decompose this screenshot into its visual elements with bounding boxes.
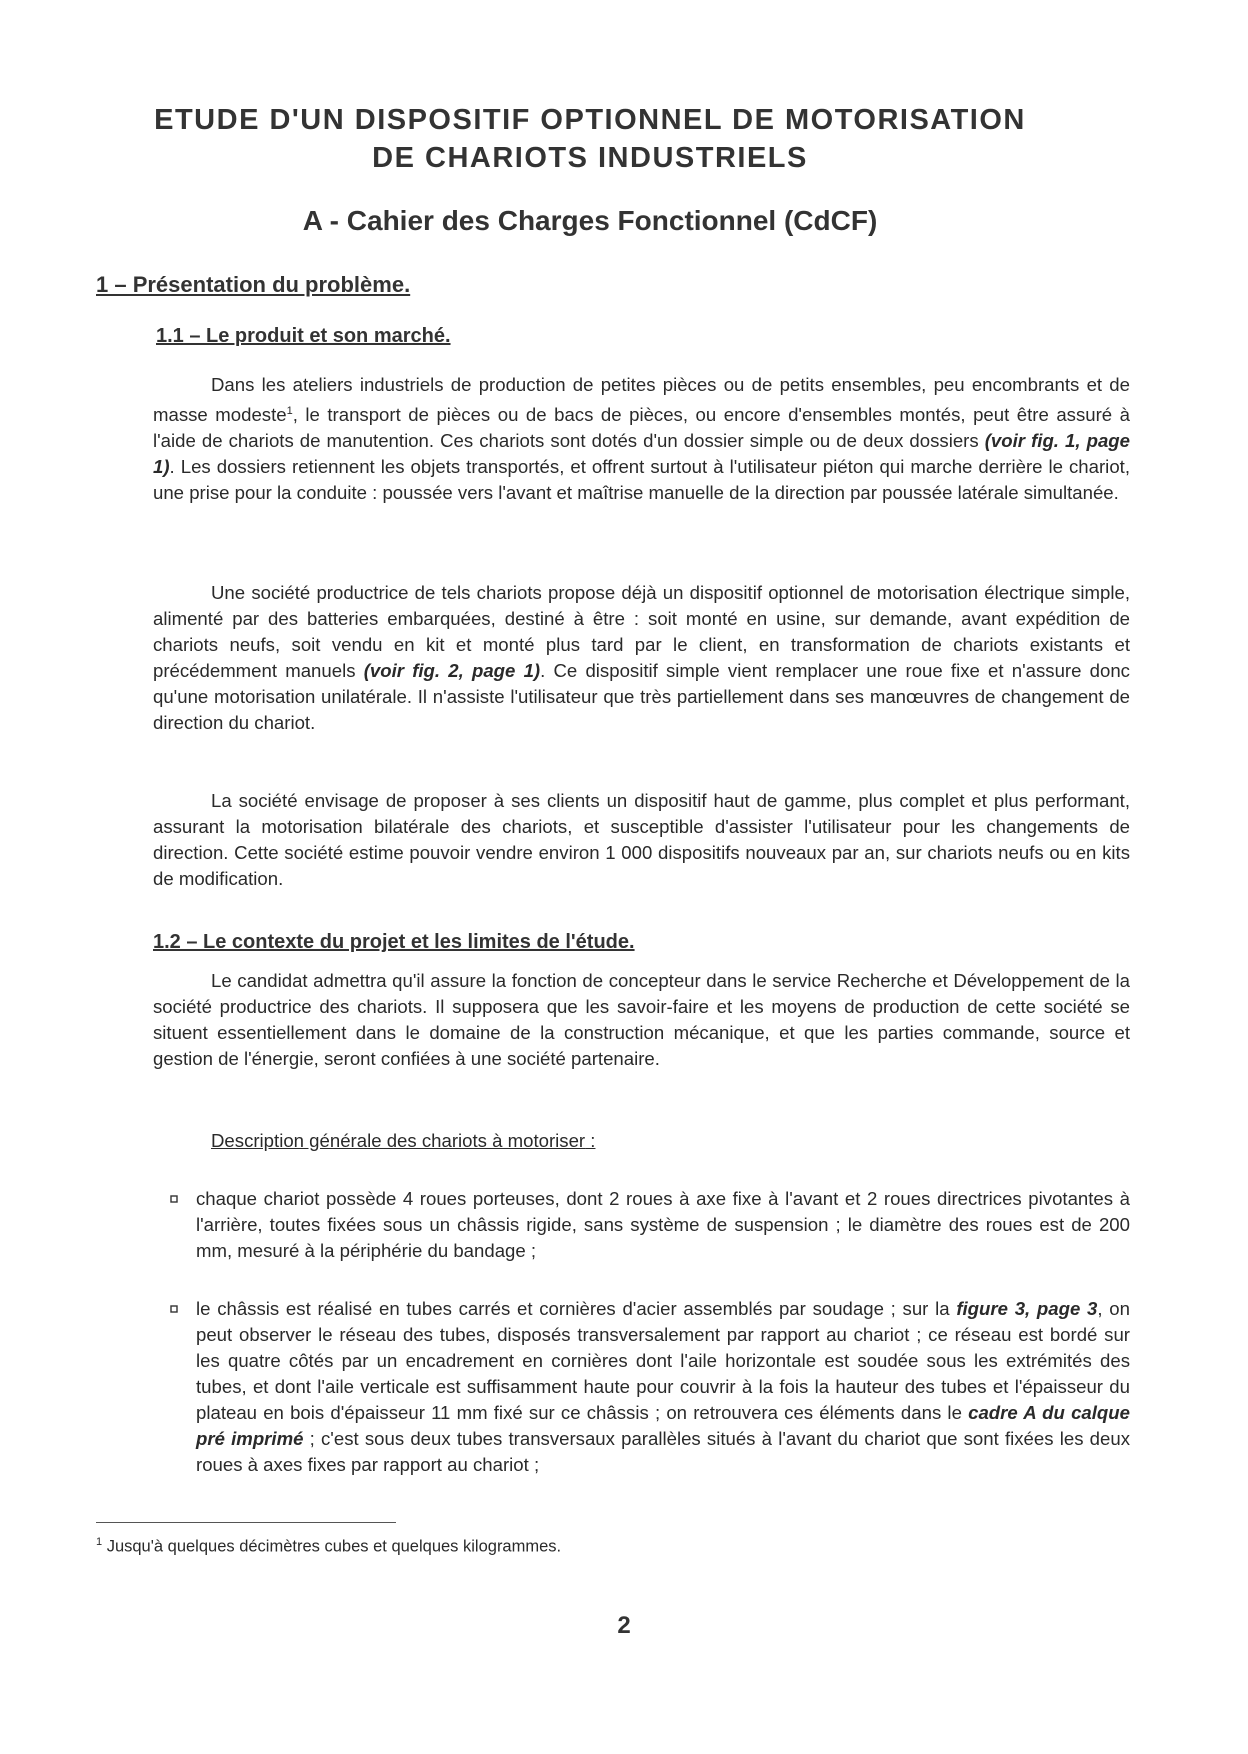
bullet-text: ; c'est sous deux tubes transversaux parallèles situés à l'avant du chariot que sont fixées les deux roues à axes fixes par rapport au chariot ; <box>196 1428 1130 1475</box>
paragraph-text: . Ce dispositif simple vient remplacer une roue fixe et n'assure donc qu'une motorisation unilatérale. Il n'assiste l'utilisateur que très partiellement dans ses manœuvres de changement de direction du chariot. <box>153 660 1130 733</box>
bullet-square-icon <box>170 1195 178 1203</box>
description-label <box>211 1130 595 1152</box>
section-1-2-heading: 1.2 – Le contexte du projet et les limites de l'étude. <box>153 931 635 953</box>
figure-reference: (voir fig. 1, page 1) <box>153 430 1130 478</box>
footnote-number: 1 <box>96 1536 103 1548</box>
figure-reference: figure 3, page 3 <box>956 1298 1098 1319</box>
figure-reference: (voir fig. 2, page 1) <box>363 660 541 681</box>
paragraph-text: . Les dossiers retiennent les objets transportés, et offrent surtout à l'utilisateur piéton qui marche derrière le chariot, une prise pour la conduite : poussée vers l'avant et maîtrise manuelle de la direction par poussée latérale simultanée. <box>153 456 1130 504</box>
page-number: 2 <box>617 1612 631 1639</box>
paragraph-new-device: La société envisage de proposer à ses clients un dispositif haut de gamme, plus complet et plus performant, assurant la motorisation bilatérale des chariots, et susceptible d'assister l'utilisateur pour les changements de direction. Cette société estime pouvoir vendre environ 1 000 dispositifs nouveaux par an, sur chariots neufs ou en kits de modification. <box>153 790 1130 889</box>
section-1-1-heading: 1.1 – Le produit et son marché. <box>156 325 451 347</box>
footnote-divider <box>96 1522 396 1523</box>
description-colon: : <box>585 1130 596 1151</box>
bullet-square-icon <box>170 1305 178 1313</box>
paragraph-text: , le transport de pièces ou de bacs de pièces, ou encore d'ensembles montés, peut être assuré à l'aide de chariots de manutention. Ces chariots sont dotés d'un dossier simple ou de deux dossiers <box>153 404 1130 452</box>
part-title: A - Cahier des Charges Fonctionnel (CdCF) <box>302 205 878 236</box>
bullet-text: le châssis est réalisé en tubes carrés et cornières d'acier assemblés par soudage ; sur la <box>196 1298 957 1319</box>
description-label-text: Description générale des chariots à motoriser <box>211 1130 586 1151</box>
calque-reference: cadre A du calque pré imprimé <box>196 1402 1130 1449</box>
section-1-heading: 1 – Présentation du problème. <box>96 272 411 297</box>
bullet-chassis <box>196 1296 1130 1478</box>
paragraph-product-market <box>153 372 1130 506</box>
paragraph-context: Le candidat admettra qu'il assure la fonction de concepteur dans le service Recherche et Développement de la société productrice des chariots. Il supposera que les savoir-faire et les moyens de production de cette société se situent essentiellement dans le domaine de la construction mécanique, et que les parties commande, source et gestion de l'énergie, seront confiées à une société partenaire. <box>153 970 1130 1069</box>
footnote-text: Jusqu'à quelques décimètres cubes et quelques kilogrammes. <box>102 1537 562 1556</box>
document-title-line1: ETUDE D'UN DISPOSITIF OPTIONNEL DE MOTORISATION <box>154 104 1026 136</box>
paragraph-text: Dans les ateliers industriels de production de petites pièces ou de petits ensembles, peu encombrants et de masse modeste <box>153 374 1130 426</box>
bullet-text: , on peut observer le réseau des tubes, disposés transversalement par rapport au chariot ; ce réseau est bordé sur les quatre côtés par un encadrement en cornières dont l'aile horizontale est soudée sous les extrémités des tubes, et dont l'aile verticale est suffisamment haute pour couvrir à la fois la hauteur des tubes et l'épaisseur du plateau en bois d'épaisseur 11 mm fixé sur ce châssis ; on retrouvera ces éléments dans le <box>196 1298 1130 1423</box>
bullet-wheels: chaque chariot possède 4 roues porteuses, dont 2 roues à axe fixe à l'avant et 2 roues directrices pivotantes à l'arrière, toutes fixées sous un châssis rigide, sans système de suspension ; le diamètre des roues est de 200 mm, mesuré à la périphérie du bandage ; <box>196 1188 1130 1261</box>
footnote-reference: 1 <box>286 405 293 417</box>
document-title-line2: DE CHARIOTS INDUSTRIELS <box>372 142 808 174</box>
paragraph-existing-device <box>153 580 1130 736</box>
footnote <box>96 1536 561 1557</box>
paragraph-text: Une société productrice de tels chariots propose déjà un dispositif optionnel de motorisation électrique simple, alimenté par des batteries embarquées, destiné à être : soit monté en usine, sur demande, avant expédition de chariots neufs, soit vendu en kit et monté plus tard par le client, en transformation de chariots existants et précédemment manuels <box>153 582 1130 681</box>
